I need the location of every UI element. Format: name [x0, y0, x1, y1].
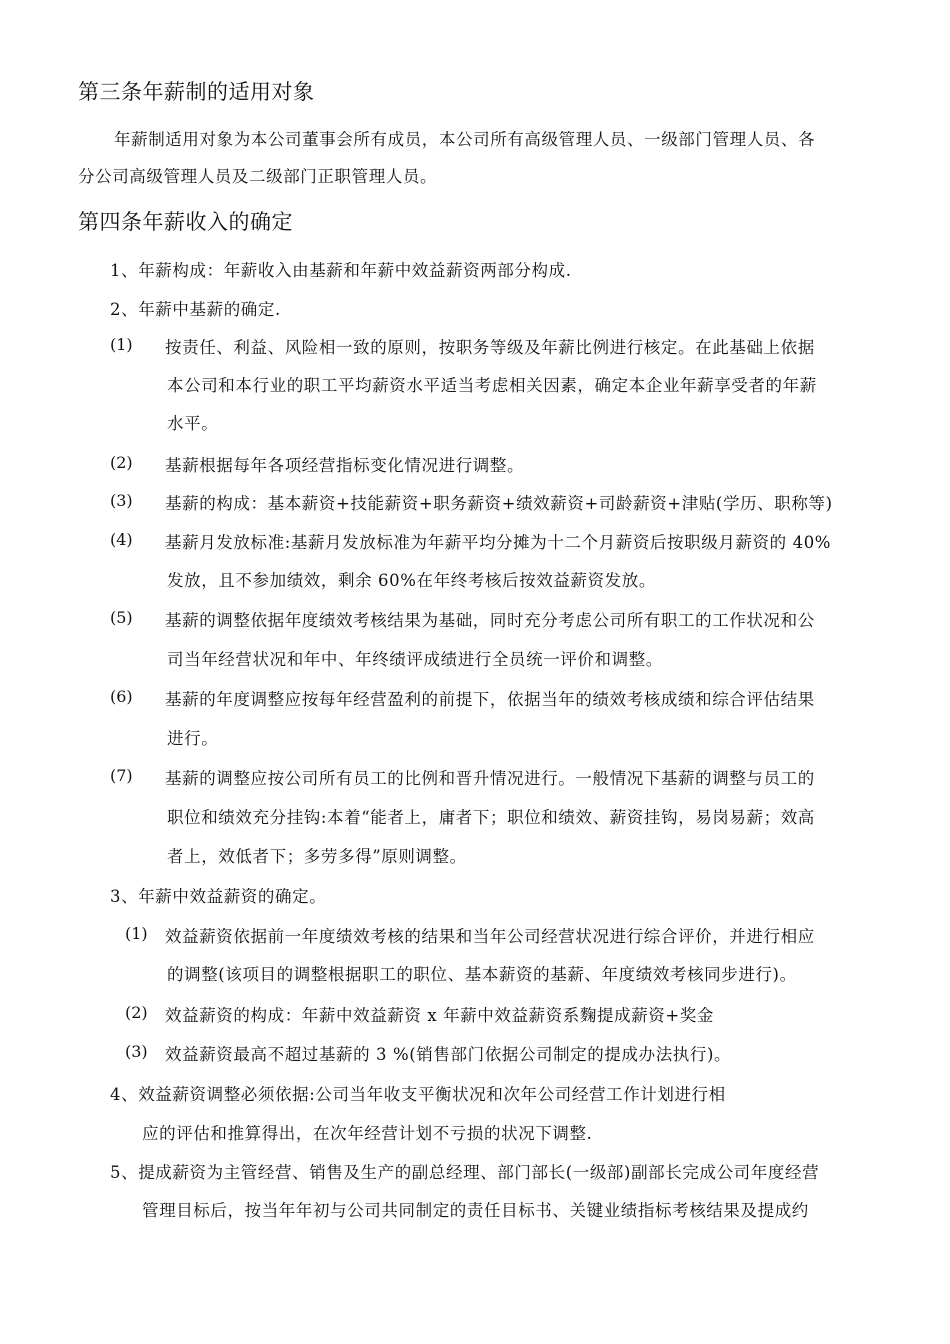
- item-text: 基薪的年度调整应按每年经营盈利的前提下，依据当年的绩效考核成绩和综合评估结果: [165, 690, 815, 709]
- section-4-line-1: 4、效益薪资调整必须依据:公司当年收支平衡状况和次年公司经营工作计划进行相: [110, 1085, 726, 1104]
- section-3-heading: 3、年薪中效益薪资的确定。: [110, 887, 327, 906]
- section-5-line-2: 管理目标后，按当年年初与公司共同制定的责任目标书、关键业绩指标考核结果及提成约: [142, 1201, 809, 1220]
- item-number: (5): [110, 608, 133, 627]
- item-number: (2): [110, 453, 133, 472]
- item-text: 效益薪资最高不超过基薪的 3 %(销售部门依据公司制定的提成办法执行)。: [165, 1045, 732, 1064]
- item-text: 的调整(该项目的调整根据职工的职位、基本薪资的基薪、年度绩效考核同步进行)。: [167, 965, 797, 984]
- item-text: 效益薪资的构成：年薪中效益薪资 x 年薪中效益薪资系麴提成薪资+奖金: [165, 1006, 715, 1025]
- section-1-text: 1、年薪构成：年薪收入由基薪和年薪中效益薪资两部分构成.: [110, 261, 572, 280]
- section-5-line-1: 5、提成薪资为主管经营、销售及生产的副总经理、部门部长(一级部)副部长完成公司年度经营: [110, 1163, 820, 1182]
- item-number: (2): [125, 1003, 148, 1022]
- item-number: (1): [110, 335, 133, 354]
- item-number: (3): [125, 1042, 148, 1061]
- item-text: 进行。: [167, 729, 219, 748]
- article-3-paragraph-line-1: 年薪制适用对象为本公司董事会所有成员，本公司所有高级管理人员、一级部门管理人员、各: [114, 130, 816, 149]
- item-text: 按责任、利益、风险相一致的原则，按职务等级及年薪比例进行核定。在此基础上依据: [165, 338, 815, 357]
- item-text: 者上，效低者下；多劳多得”原则调整。: [167, 847, 467, 866]
- article-4-title: 第四条年薪收入的确定: [78, 210, 293, 234]
- item-text: 效益薪资依据前一年度绩效考核的结果和当年公司经营状况进行综合评价，并进行相应: [165, 927, 815, 946]
- item-number: (3): [110, 491, 133, 510]
- item-text: 基薪的构成：基本薪资+技能薪资+职务薪资+绩效薪资+司龄薪资+津贴(学历、职称等): [165, 494, 833, 513]
- item-text: 基薪的调整应按公司所有员工的比例和晋升情况进行。一般情况下基薪的调整与员工的: [165, 769, 815, 788]
- item-number: (1): [125, 924, 148, 943]
- item-text: 司当年经营状况和年中、年终绩评成绩进行全员统一评价和调整。: [167, 650, 663, 669]
- item-number: (7): [110, 766, 133, 785]
- item-number: (4): [110, 530, 133, 549]
- section-4-line-2: 应的评估和推算得出，在次年经营计划不亏损的状况下调整.: [142, 1124, 593, 1143]
- item-text: 本公司和本行业的职工平均薪资水平适当考虑相关因素，确定本企业年薪享受者的年薪: [167, 376, 817, 395]
- item-text: 水平。: [167, 414, 219, 433]
- item-text: 基薪根据每年各项经营指标变化情况进行调整。: [165, 456, 525, 475]
- item-text: 基薪的调整依据年度绩效考核结果为基础，同时充分考虑公司所有职工的工作状况和公: [165, 611, 815, 630]
- article-3-title: 第三条年薪制的适用对象: [78, 80, 315, 104]
- section-2-heading: 2、年薪中基薪的确定.: [110, 300, 281, 319]
- item-text: 职位和绩效充分挂钩:本着“能者上，庸者下；职位和绩效、薪资挂钩，易岗易薪；效高: [167, 808, 815, 827]
- item-text: 发放，且不参加绩效，剩余 60%在年终考核后按效益薪资发放。: [167, 571, 656, 590]
- article-3-paragraph-line-2: 分公司高级管理人员及二级部门正职管理人员。: [78, 167, 438, 186]
- item-text: 基薪月发放标准:基薪月发放标准为年薪平均分摊为十二个月薪资后按职级月薪资的 40%: [165, 533, 832, 552]
- item-number: (6): [110, 687, 133, 706]
